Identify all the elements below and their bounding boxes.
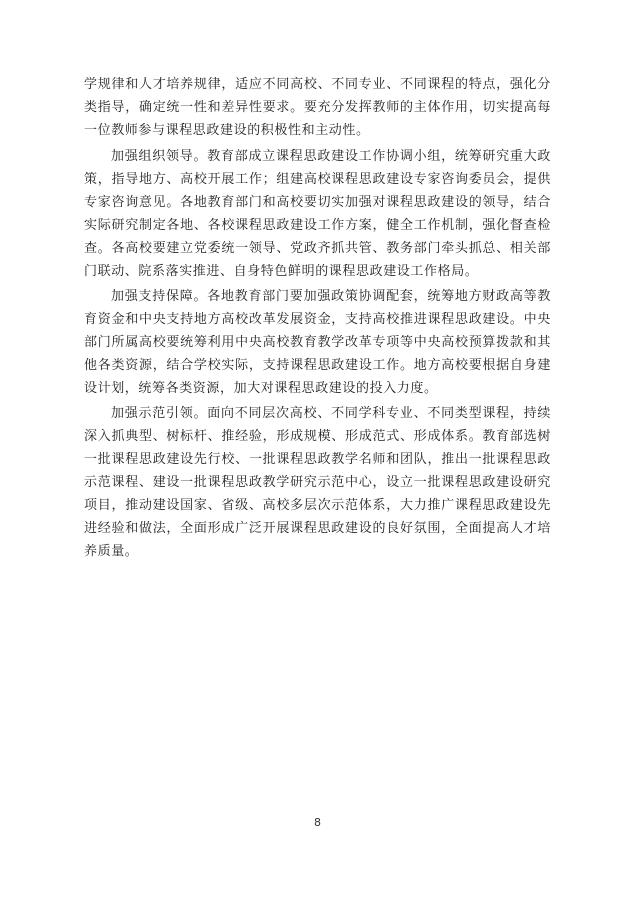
paragraph-support-guarantee: 加强支持保障。各地教育部门要加强政策协调配套，统筹地方财政高等教育资金和中央支持地方高校改革发展资金，支持高校推进课程思政建设。中央部门所属高校要统筹利用中央高校教育教学改革专项等中央高校预算拨款和其他各类资源，结合学校实际，支持课程思政建设工作。地方高校要根据自身建设计划，统筹各类资源，加大对课程思政建设的投入力度。 — [84, 289, 551, 396]
paragraph-organization-leadership: 加强组织领导。教育部成立课程思政建设工作协调小组，统筹研究重大政策，指导地方、高校开展工作；组建高校课程思政建设专家咨询委员会，提供专家咨询意见。各地教育部门和高校要切实加强对课程思政建设的领导，结合实际研究制定各地、各校课程思政建设工作方案，健全工作机制，强化督查检查。各高校要建立党委统一领导、党政齐抓共管、教务部门牵头抓总、相关部门联动、院系落实推进、自身特色鲜明的课程思政建设工作格局。 — [84, 149, 551, 279]
page-number: 8 — [314, 816, 321, 829]
document-body — [84, 73, 551, 563]
paragraph-demonstration-leading: 加强示范引领。面向不同层次高校、不同学科专业、不同类型课程，持续深入抓典型、树标杆、推经验，形成规模、形成范式、形成体系。教育部选树一批课程思政建设先行校、一批课程思政教学名师和团队，推出一批课程思政示范课程、建设一批课程思政教学研究示范中心，设立一批课程思政建设研究项目，推动建设国家、省级、高校多层次示范体系，大力推广课程思政建设先进经验和做法，全面形成广泛开展课程思政建设的良好氛围，全面提高人才培养质量。 — [84, 406, 551, 559]
paragraph-continuation: 学规律和人才培养规律，适应不同高校、不同专业、不同课程的特点，强化分类指导，确定统一性和差异性要求。要充分发挥教师的主体作用，切实提高每一位教师参与课程思政建设的积极性和主动性。 — [84, 77, 551, 138]
